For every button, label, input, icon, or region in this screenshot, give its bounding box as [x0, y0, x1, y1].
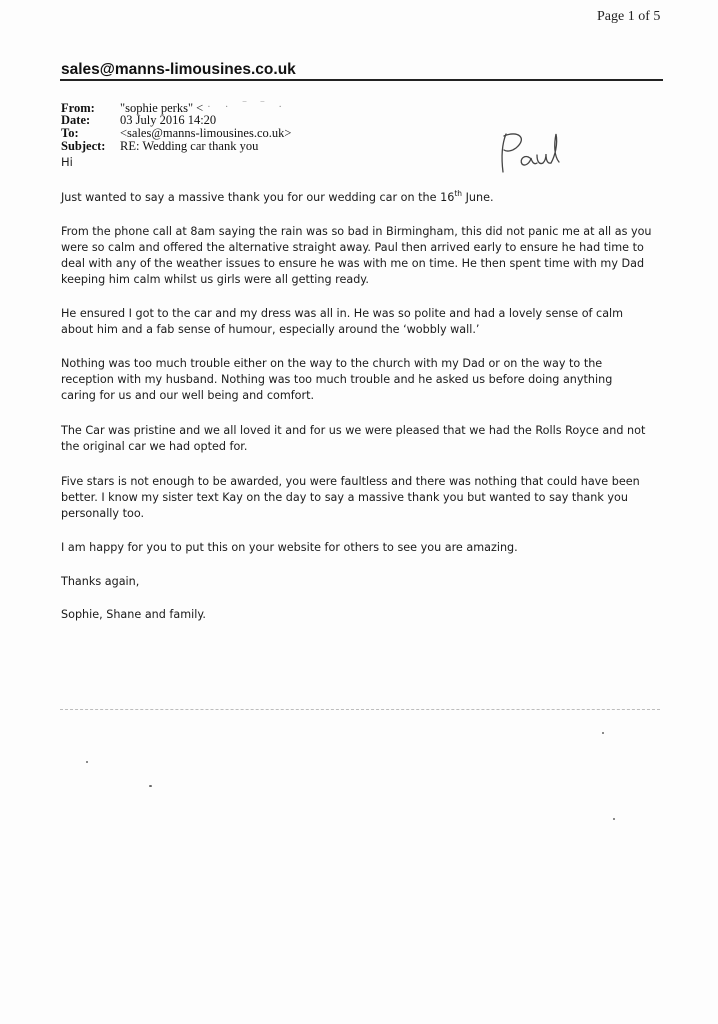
paragraph-1-text: Just wanted to say a massive thank you for our wedding car on the 16 — [61, 191, 455, 204]
from-value: "sophie perks" < — [120, 101, 204, 115]
paragraph-1 — [61, 190, 661, 206]
date-value: 03 July 2016 14:20 — [120, 113, 217, 127]
sign-off — [61, 607, 661, 623]
paragraph-4 — [61, 356, 661, 404]
closing-text: Thanks again, — [61, 575, 140, 588]
scan-speck — [86, 761, 88, 763]
subject-row — [61, 140, 258, 153]
date-ordinal-suffix: th — [454, 189, 463, 198]
paragraph-line: From the phone call at 8am saying the rain was so bad in Birmingham, this did not panic me at all as you — [61, 225, 652, 238]
scan-speck — [613, 818, 615, 820]
footer-divider — [60, 709, 660, 710]
paragraph-line: I am happy for you to put this on your website for others to see you are amazing. — [61, 541, 518, 554]
paragraph-2 — [61, 224, 661, 288]
paragraph-line: were so calm and offered the alternative straight away. Paul then arrived early to ensure he had time to — [61, 241, 644, 254]
redacted-address-marks: · · ‾ ‾ · — [207, 102, 288, 113]
paragraph-line: better. I know my sister text Kay on the day to say a massive thank you but wanted to say thank you — [61, 491, 628, 504]
to-value: <sales@manns-limousines.co.uk> — [120, 126, 292, 140]
sign-off-text: Sophie, Shane and family. — [61, 608, 206, 621]
paragraph-line: Nothing was too much trouble either on the way to the church with my Dad or on the way to the — [61, 357, 603, 370]
email-account: sales@manns-limousines.co.uk — [61, 61, 296, 78]
paragraph-line: caring for us and our well being and comfort. — [61, 389, 315, 402]
paragraph-1-end: June. — [462, 191, 494, 204]
scan-speck — [602, 732, 604, 734]
header-divider — [60, 79, 663, 81]
subject-label: Subject: — [61, 139, 106, 153]
paragraph-3 — [61, 306, 661, 338]
paragraph-line: keeping him calm whilst us girls were all getting ready. — [61, 273, 369, 286]
scan-speck — [149, 785, 152, 787]
date-label: Date: — [61, 113, 91, 127]
paragraph-line: personally too. — [61, 507, 145, 520]
to-label: To: — [61, 126, 79, 140]
paragraph-7 — [61, 540, 661, 556]
subject-value: RE: Wedding car thank you — [120, 139, 259, 153]
page-number: Page 1 of 5 — [597, 9, 661, 24]
paragraph-line: deal with any of the weather issues to ensure he was with me on time. He then spent time with my Dad — [61, 257, 645, 270]
paragraph-6 — [61, 474, 661, 522]
paragraph-line: the original car we had opted for. — [61, 440, 248, 453]
paragraph-5 — [61, 423, 661, 455]
greeting: Hi — [61, 155, 73, 169]
from-label: From: — [61, 101, 95, 115]
paragraph-line: The Car was pristine and we all loved it and for us we were pleased that we had the Rolls Royce and not — [61, 424, 646, 437]
paragraph-line: He ensured I got to the car and my dress was all in. He was so polite and had a lovely sense of calm — [61, 307, 624, 320]
handwritten-signature — [492, 128, 572, 178]
paragraph-line: about him and a fab sense of humour, especially around the ‘wobbly wall.’ — [61, 323, 480, 336]
paragraph-line: Five stars is not enough to be awarded, you were faultless and there was nothing that could have been — [61, 475, 640, 488]
paragraph-line: reception with my husband. Nothing was too much trouble and he asked us before doing anything — [61, 373, 613, 386]
closing-line — [61, 574, 661, 590]
